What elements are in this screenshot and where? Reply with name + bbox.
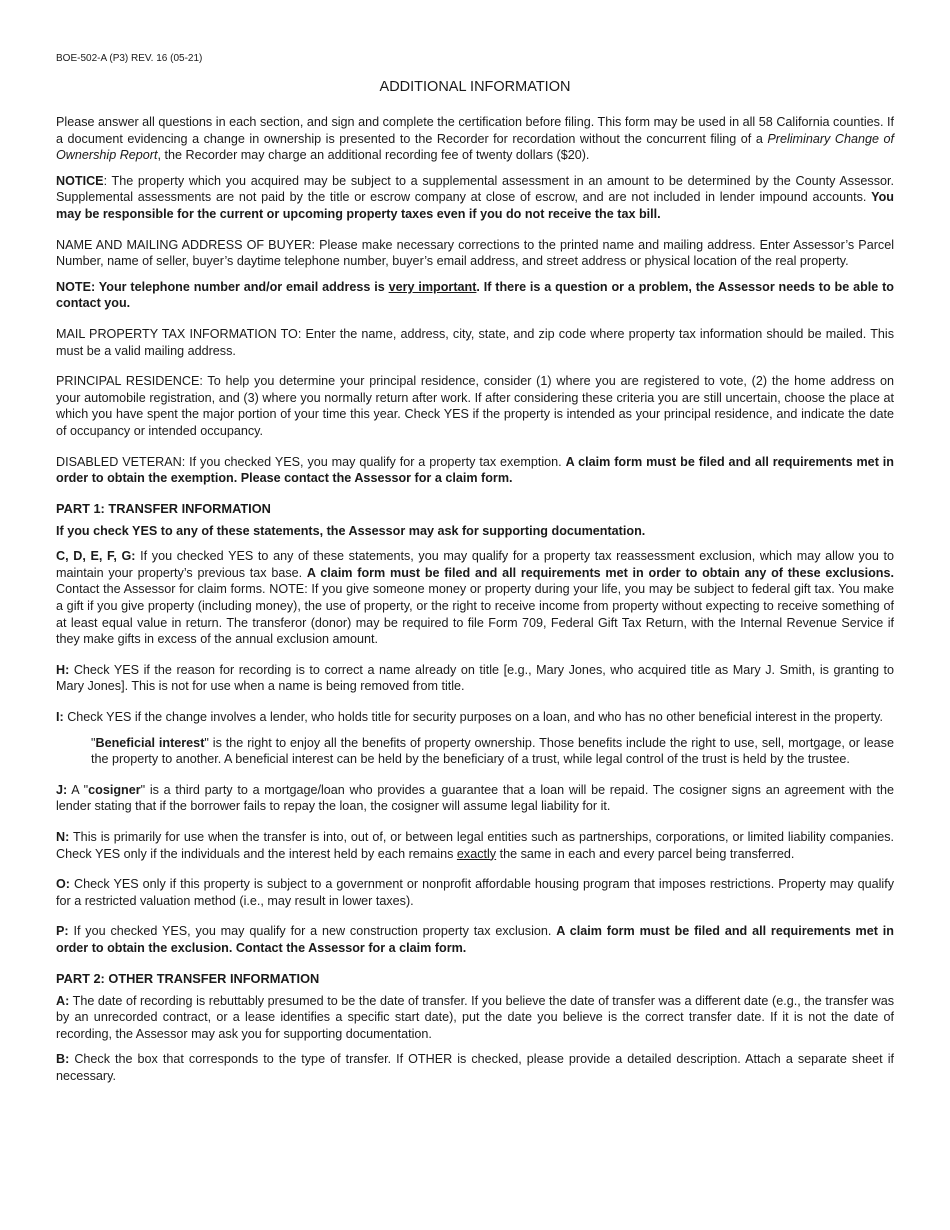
part1-heading: PART 1: TRANSFER INFORMATION: [56, 500, 271, 516]
beneficial-interest-definition: "Beneficial interest" is the right to enjoy all the benefits of property ownership. Those benefits include the right to use, sell, mortgage, or lease the property to another. A beneficial interest can be held by the beneficiary of a trust, while legal control of the trust is held by the trustee.: [91, 735, 894, 767]
item-o: O: Check YES only if this property is subject to a government or nonprofit affordable housing program that imposes restrictions. Property may qualify for a restricted valuation method (i.e., may result in lower taxes).: [56, 877, 894, 908]
form-code: BOE-502-A (P3) REV. 16 (05-21): [56, 53, 203, 64]
item-i: I: Check YES if the change involves a lender, who holds title for security purposes on a loan, and who has no other beneficial interest in the property.: [56, 710, 884, 725]
item-part2-a: A: The date of recording is rebuttably presumed to be the date of transfer. If you believe the date of transfer was a different date (e.g., the transfer was by an unrecorded contract, or a lease identifies a specific start date), put the date you believe is the correct transfer date. If it is not the date of recording, the Assessor may ask you for supporting documentation.: [56, 993, 894, 1041]
note-paragraph: NOTE: Your telephone number and/or email address is very important. If there is a question or a problem, the Assessor needs to be able to contact you.: [56, 279, 894, 311]
intro-paragraph: Please answer all questions in each section, and sign and complete the certification before filing. This form may be used in all 58 California counties. If a document evidencing a change in ownership is presented to the Recorder for recordation without the concurrent filing of a Preliminary Change of Ownership Report, the Recorder may charge an additional recording fee of twenty dollars ($20).: [56, 115, 894, 163]
item-j: J: A "cosigner" is a third party to a mortgage/loan who provides a guarantee that a loan will be repaid. The cosigner signs an agreement with the lender stating that if the borrower fails to repay the loan, the cosigner will assume legal liability for it.: [56, 782, 894, 814]
part1-lead: If you check YES to any of these statements, the Assessor may ask for supporting documentation.: [56, 523, 646, 538]
item-cdefg: C, D, E, F, G: If you checked YES to any of these statements, you may qualify for a property tax reassessment exclusion, which may allow you to maintain your property’s previous tax base. A claim form must be filed and all requirements met in order to obtain any of these exclusions. Contact the Assessor for claim forms. NOTE: If you give someone money or property during your life, you may be subject to federal gift tax. You make a gift if you give property (including money), the use of property, or the right to receive income from property without expecting to receive something of at least equal value in return. The transferor (donor) may be required to file Form 709, Federal Gift Tax Return, with the Internal Revenue Service if they make gifts in excess of the annual exclusion amount.: [56, 549, 894, 647]
form-page: [56, 52, 894, 1094]
item-part2-b: B: Check the box that corresponds to the type of transfer. If OTHER is checked, please provide a detailed description. Attach a separate sheet if necessary.: [56, 1052, 894, 1083]
principal-residence-paragraph: PRINCIPAL RESIDENCE: To help you determine your principal residence, consider (1) where you are registered to vote, (2) the home address on your automobile registration, and (3) where you normally return after work. If after considering these criteria you are still uncertain, choose the place at which you have spent the major portion of your time this year. Check YES if the property is intended as your principal residence, and indicate the date of occupancy or intended occupancy.: [56, 374, 894, 438]
item-n: N: This is primarily for use when the transfer is into, out of, or between legal entities such as partnerships, corporations, or limited liability companies. Check YES only if the individuals and the interest held by each remains exactly the same in each and every parcel being transferred.: [56, 830, 894, 861]
name-address-paragraph: NAME AND MAILING ADDRESS OF BUYER: Please make necessary corrections to the printed name and mailing address. Enter Assessor’s Parcel Number, name of seller, buyer’s daytime telephone number, buyer’s email address, and street address or physical location of the real property.: [56, 237, 894, 269]
item-p: P: If you checked YES, you may qualify for a new construction property tax exclusion. A claim form must be filed and all requirements met in order to obtain the exclusion. Contact the Assessor for a claim form.: [56, 924, 894, 955]
disabled-veteran-paragraph: DISABLED VETERAN: If you checked YES, you may qualify for a property tax exemption. A claim form must be filed and all requirements met in order to obtain the exemption. Please contact the Assessor for a claim form.: [56, 454, 894, 486]
notice-label: NOTICE: [56, 173, 104, 188]
part2-heading: PART 2: OTHER TRANSFER INFORMATION: [56, 970, 320, 986]
item-h: H: Check YES if the reason for recording is to correct a name already on title [e.g., Mary Jones, who acquired title as Mary J. Smith, is granting to Mary Jones]. This is not for use when a name is being removed from title.: [56, 662, 894, 694]
notice-paragraph: NOTICE: The property which you acquired may be subject to a supplemental assessment in an amount to be determined by the County Assessor. Supplemental assessments are not paid by the title or escrow company at close of escrow, and are not included in lender impound accounts. You may be responsible for the current or upcoming property taxes even if you do not receive the tax bill.: [56, 173, 894, 221]
pcor-title: Preliminary Change of Ownership Report: [56, 131, 894, 163]
mail-tax-paragraph: MAIL PROPERTY TAX INFORMATION TO: Enter the name, address, city, state, and zip code where property tax information should be mailed. This must be a valid mailing address.: [56, 326, 894, 358]
page-title: ADDITIONAL INFORMATION: [379, 79, 571, 95]
